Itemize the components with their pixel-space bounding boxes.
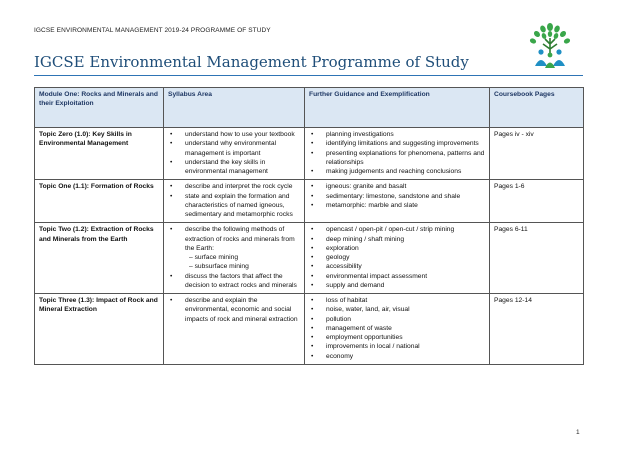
table-header-row <box>35 88 584 128</box>
list-item-text: describe the following methods of extraction of rocks and minerals from the Earth: <box>185 226 295 252</box>
list-item <box>168 225 300 271</box>
list-item: • igneous: granite and basalt <box>309 182 485 191</box>
guidance-cell <box>305 294 490 365</box>
topic-cell: Topic Three (1.3): Impact of Rock and Mineral Extraction <box>35 294 164 365</box>
list-item: • sedimentary: limestone, sandstone and shale <box>309 192 485 201</box>
list-item: • understand how to use your textbook <box>168 130 300 139</box>
list-item: • employment opportunities <box>309 333 485 342</box>
list-item: • understand the key skills in environmental management <box>168 158 300 177</box>
title-divider <box>34 75 583 76</box>
topic-cell: Topic Zero (1.0): Key Skills in Environmental Management <box>35 128 164 180</box>
list-item: • state and explain the formation and characteristics of named igneous, sedimentary and metamorphic rocks <box>168 192 300 220</box>
topic-cell: Topic One (1.1): Formation of Rocks <box>35 180 164 223</box>
list-item: • economy <box>309 352 485 361</box>
list-item: • environmental impact assessment <box>309 272 485 281</box>
pages-cell: Pages 6-11 <box>490 223 584 294</box>
tree-people-logo-icon <box>524 22 576 70</box>
list-item: • describe and interpret the rock cycle <box>168 182 300 191</box>
list-item: • discuss the factors that affect the decision to extract rocks and minerals <box>168 272 300 291</box>
list-item: • identifying limitations and suggesting improvements <box>309 139 485 148</box>
table-row <box>35 180 584 223</box>
list-item: • exploration <box>309 244 485 253</box>
guidance-cell <box>305 128 490 180</box>
list-item: • supply and demand <box>309 281 485 290</box>
table-row <box>35 128 584 180</box>
pages-cell: Pages iv - xiv <box>490 128 584 180</box>
sub-list-item: – surface mining <box>189 254 239 261</box>
list-item: • improvements in local / national <box>309 342 485 351</box>
page-number: 1 <box>576 429 580 436</box>
list-item: • deep mining / shaft mining <box>309 235 485 244</box>
list-item: • making judgements and reaching conclusions <box>309 167 485 176</box>
header-coursebook-pages: Coursebook Pages <box>490 88 584 128</box>
table-row <box>35 223 584 294</box>
list-item: • noise, water, land, air, visual <box>309 305 485 314</box>
sub-list-item: – subsurface mining <box>189 263 249 271</box>
syllabus-cell <box>164 128 305 180</box>
list-item: • opencast / open-pit / open-cut / strip mining <box>309 225 485 234</box>
pages-cell: Pages 12-14 <box>490 294 584 365</box>
pages-cell: Pages 1-6 <box>490 180 584 223</box>
syllabus-cell <box>164 294 305 365</box>
list-item: • pollution <box>309 315 485 324</box>
list-item: • geology <box>309 253 485 262</box>
table-row <box>35 294 584 365</box>
syllabus-cell <box>164 223 305 294</box>
header-module: Module One: Rocks and Minerals and their Exploitation <box>35 88 164 128</box>
list-item: • loss of habitat <box>309 296 485 305</box>
programme-table <box>34 87 584 365</box>
topic-cell: Topic Two (1.2): Extraction of Rocks and Minerals from the Earth <box>35 223 164 294</box>
list-item: • describe and explain the environmental, economic and social impacts of rock and mineral extraction <box>168 296 300 324</box>
syllabus-cell <box>164 180 305 223</box>
page-title: IGCSE Environmental Management Programme of Study <box>34 53 469 71</box>
list-item: • presenting explanations for phenomena, patterns and relationships <box>309 149 485 168</box>
guidance-cell <box>305 223 490 294</box>
header-syllabus-area: Syllabus Area <box>164 88 305 128</box>
guidance-cell <box>305 180 490 223</box>
list-item: • accessibility <box>309 262 485 271</box>
list-item: • metamorphic: marble and slate <box>309 201 485 210</box>
list-item: • understand why environmental management is important <box>168 139 300 158</box>
list-item: • management of waste <box>309 324 485 333</box>
header-further-guidance: Further Guidance and Exemplification <box>305 88 490 128</box>
list-item: • planning investigations <box>309 130 485 139</box>
running-header: IGCSE ENVIRONMENTAL MANAGEMENT 2019-24 PROGRAMME OF STUDY <box>34 27 271 34</box>
